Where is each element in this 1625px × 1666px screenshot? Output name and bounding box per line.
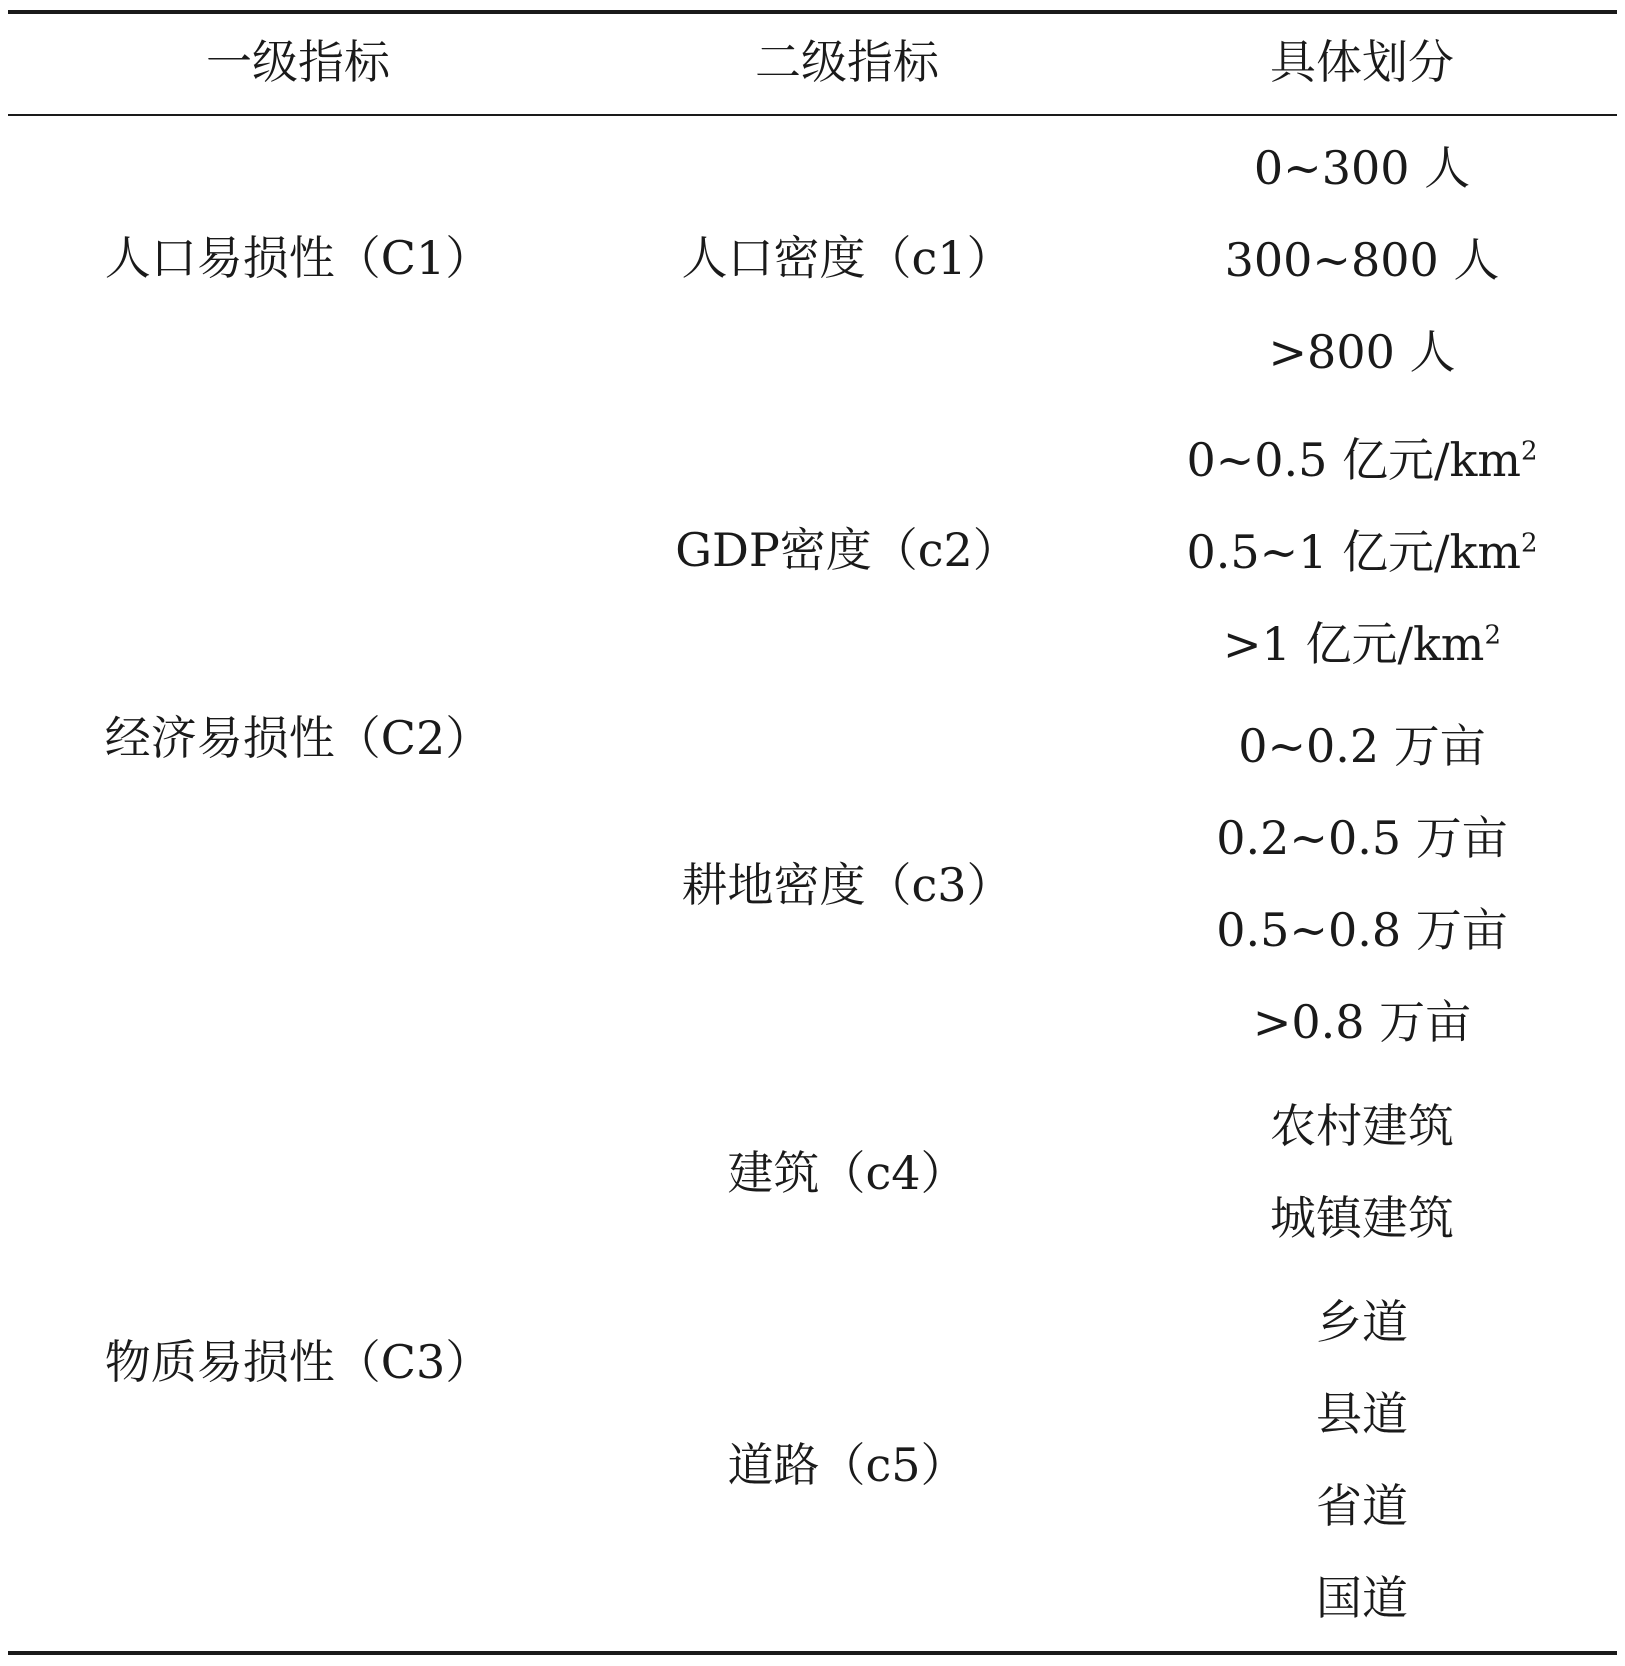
division-item: 国道 xyxy=(1316,1571,1408,1625)
division-item: 0.2~0.5 万亩 xyxy=(1216,811,1508,865)
division-text: 0.5~1 亿元/km xyxy=(1186,525,1522,579)
header-division: 具体划分 xyxy=(1270,35,1454,89)
division-item: 300~800 人 xyxy=(1224,233,1500,287)
division-item: 农村建筑 xyxy=(1270,1099,1454,1153)
division-item xyxy=(1186,524,1537,580)
division-item: 0~0.2 万亩 xyxy=(1238,719,1486,773)
division-item: 城镇建筑 xyxy=(1270,1191,1454,1245)
level2-c5: 道路（c5） xyxy=(727,1438,967,1492)
table-top-rule xyxy=(8,10,1617,14)
division-superscript: 2 xyxy=(1521,528,1538,559)
division-item xyxy=(1186,432,1537,488)
level2-c4: 建筑（c4） xyxy=(727,1146,967,1200)
division-item: 0~300 人 xyxy=(1253,141,1471,195)
level2-c3: 耕地密度（c3） xyxy=(681,858,1013,912)
division-item: 县道 xyxy=(1316,1387,1408,1441)
division-item: 0.5~0.8 万亩 xyxy=(1216,903,1508,957)
division-item: >800 人 xyxy=(1268,325,1456,379)
division-item: 乡道 xyxy=(1316,1295,1408,1349)
header-level1: 一级指标 xyxy=(206,35,390,89)
table-header-rule xyxy=(8,114,1617,116)
division-item: >0.8 万亩 xyxy=(1252,995,1472,1049)
level1-c2: 经济易损性（C2） xyxy=(104,711,492,765)
level1-c1: 人口易损性（C1） xyxy=(104,231,492,285)
division-item: 省道 xyxy=(1316,1479,1408,1533)
header-level2: 二级指标 xyxy=(755,35,939,89)
level2-c2: GDP密度（c2） xyxy=(675,523,1019,577)
division-item xyxy=(1223,616,1501,672)
level1-c3: 物质易损性（C3） xyxy=(104,1335,492,1389)
division-text: 0~0.5 亿元/km xyxy=(1186,433,1522,487)
division-superscript: 2 xyxy=(1521,436,1538,467)
division-superscript: 2 xyxy=(1484,620,1501,651)
table-bottom-rule xyxy=(8,1651,1617,1655)
division-text: >1 亿元/km xyxy=(1223,617,1485,671)
level2-c1: 人口密度（c1） xyxy=(681,231,1013,285)
